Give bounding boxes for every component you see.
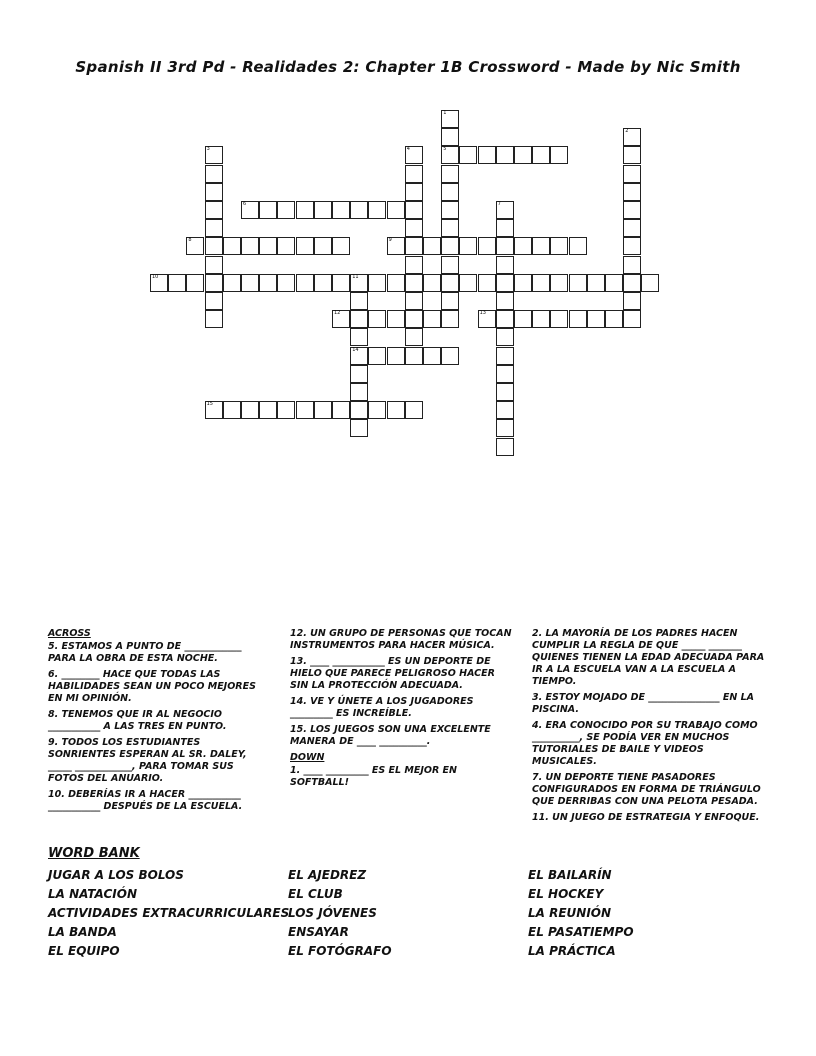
- word-bank-item: EL PASATIEMPO: [528, 925, 634, 939]
- crossword-cell[interactable]: [496, 310, 514, 328]
- crossword-cell[interactable]: [623, 128, 641, 146]
- word-bank-column-1: [48, 866, 289, 961]
- clue-label: 2.: [532, 628, 546, 639]
- crossword-cell[interactable]: [496, 365, 514, 383]
- crossword-cell[interactable]: [532, 146, 550, 164]
- crossword-cell[interactable]: [405, 237, 423, 255]
- crossword-cell[interactable]: [623, 165, 641, 183]
- crossword-cell[interactable]: [550, 274, 568, 292]
- clue-number: 14: [352, 346, 359, 353]
- crossword-cell[interactable]: [296, 274, 314, 292]
- word-bank-item: LA BANDA: [48, 925, 117, 939]
- clue: [532, 628, 768, 688]
- clue-text: TENEMOS QUE IR AL NEGOCIO ___________ A LAS TRES EN PUNTO.: [48, 709, 227, 732]
- crossword-cell[interactable]: [277, 401, 295, 419]
- crossword-cell[interactable]: [496, 419, 514, 437]
- crossword-cell[interactable]: [332, 201, 350, 219]
- clue-number: 10: [152, 273, 159, 280]
- crossword-cell[interactable]: [496, 274, 514, 292]
- crossword-cell[interactable]: [569, 237, 587, 255]
- clue-label: 5.: [48, 641, 62, 652]
- crossword-cell[interactable]: [387, 274, 405, 292]
- crossword-cell[interactable]: [441, 310, 459, 328]
- clue: [48, 709, 270, 733]
- crossword-cell[interactable]: [623, 237, 641, 255]
- crossword-cell[interactable]: [350, 201, 368, 219]
- crossword-cell[interactable]: [423, 347, 441, 365]
- crossword-cell[interactable]: [350, 328, 368, 346]
- clue-number: 1: [443, 110, 447, 116]
- crossword-cell[interactable]: [514, 237, 532, 255]
- crossword-cell[interactable]: [496, 347, 514, 365]
- crossword-cell[interactable]: [496, 146, 514, 164]
- crossword-cell[interactable]: [241, 237, 259, 255]
- crossword-cell[interactable]: [623, 292, 641, 310]
- crossword-cell[interactable]: [205, 183, 223, 201]
- crossword-cell[interactable]: [405, 347, 423, 365]
- clue-number: 5: [443, 146, 447, 153]
- crossword-cell[interactable]: [496, 328, 514, 346]
- word-bank-item: EL EQUIPO: [48, 944, 120, 958]
- word-bank-item: EL AJEDREZ: [288, 868, 367, 882]
- crossword-cell[interactable]: [623, 146, 641, 164]
- crossword-cell[interactable]: [405, 256, 423, 274]
- crossword-cell[interactable]: [459, 146, 477, 164]
- clue-label: 6.: [48, 669, 62, 680]
- crossword-cell[interactable]: [623, 201, 641, 219]
- crossword-cell[interactable]: [441, 165, 459, 183]
- crossword-cell[interactable]: [277, 201, 295, 219]
- crossword-cell[interactable]: [205, 146, 223, 164]
- clue: [532, 812, 768, 824]
- clue: [48, 641, 270, 665]
- crossword-cell[interactable]: [314, 274, 332, 292]
- page-title: Spanish II 3rd Pd - Realidades 2: Chapter 1B Crossword - Made by Nic Smith: [75, 58, 741, 76]
- crossword-cell[interactable]: [514, 310, 532, 328]
- word-bank-column-3: [528, 866, 634, 961]
- clue-number: 2: [625, 128, 629, 135]
- crossword-cell[interactable]: [405, 219, 423, 237]
- clue-number: 3: [206, 146, 210, 153]
- crossword-cell[interactable]: [205, 274, 223, 292]
- crossword-cell[interactable]: [350, 383, 368, 401]
- clue-text: ESTAMOS A PUNTO DE ____________ PARA LA OBRA DE ESTA NOCHE.: [48, 641, 242, 664]
- clue-text: ________ HACE QUE TODAS LAS HABILIDADES SEAN UN POCO MEJORES EN MI OPINIÓN.: [48, 669, 256, 704]
- crossword-cell[interactable]: [223, 274, 241, 292]
- clue-number: 7: [497, 201, 501, 207]
- crossword-cell[interactable]: [368, 401, 386, 419]
- clue-text: UN GRUPO DE PERSONAS QUE TOCAN INSTRUMENTOS PARA HACER MÚSICA.: [290, 628, 512, 651]
- clue-label: 4.: [532, 720, 546, 731]
- crossword-cell[interactable]: [405, 146, 423, 164]
- crossword-cell[interactable]: [186, 274, 204, 292]
- crossword-cell[interactable]: [496, 401, 514, 419]
- crossword-cell[interactable]: [314, 201, 332, 219]
- clue-text: UN JUEGO DE ESTRATEGIA Y ENFOQUE.: [552, 812, 760, 823]
- crossword-cell[interactable]: [387, 401, 405, 419]
- crossword-cell[interactable]: [569, 274, 587, 292]
- word-bank-item: EL BAILARÍN: [528, 868, 612, 882]
- crossword-cell[interactable]: [423, 310, 441, 328]
- clue: [532, 772, 768, 808]
- crossword-cell[interactable]: [241, 274, 259, 292]
- clue-label: 14.: [290, 696, 311, 707]
- crossword-cell[interactable]: [459, 274, 477, 292]
- crossword-cell[interactable]: [587, 310, 605, 328]
- crossword-cell[interactable]: [205, 219, 223, 237]
- crossword-cell[interactable]: [478, 274, 496, 292]
- crossword-cell[interactable]: [405, 328, 423, 346]
- crossword-cell[interactable]: [277, 237, 295, 255]
- crossword-cell[interactable]: [441, 201, 459, 219]
- across-heading: ACROSS: [48, 628, 91, 639]
- crossword-cell[interactable]: [623, 310, 641, 328]
- clue-text: UN DEPORTE TIENE PASADORES CONFIGURADOS EN FORMA DE TRIÁNGULO QUE DERRIBAS CON UNA PELOTA PESADA.: [532, 772, 761, 807]
- crossword-cell[interactable]: [314, 401, 332, 419]
- crossword-cell[interactable]: [532, 274, 550, 292]
- crossword-cell[interactable]: [314, 237, 332, 255]
- crossword-cell[interactable]: [423, 237, 441, 255]
- word-bank-item: LA REUNIÓN: [528, 906, 612, 920]
- clue-number: 15: [206, 401, 213, 408]
- crossword-cell[interactable]: [296, 401, 314, 419]
- crossword-cell[interactable]: [623, 256, 641, 274]
- crossword-cell[interactable]: [205, 292, 223, 310]
- crossword-cell[interactable]: [441, 256, 459, 274]
- clue-number: 9: [388, 237, 392, 244]
- clue: [532, 720, 768, 768]
- crossword-cell[interactable]: [496, 292, 514, 310]
- clue-number: 11: [352, 273, 359, 280]
- clues-column-3: [532, 628, 768, 828]
- word-bank-item: EL FOTÓGRAFO: [288, 944, 392, 958]
- clue-text: ERA CONOCIDO POR SU TRABAJO COMO __________, SE PODÍA VER EN MUCHOS TUTORIALES DE BAILE Y VIDEOS MUSICALES.: [532, 720, 758, 767]
- crossword-cell[interactable]: [478, 146, 496, 164]
- clue-text: ____ _________ ES EL MEJOR EN SOFTBALL!: [290, 765, 458, 788]
- crossword-cell[interactable]: [478, 310, 496, 328]
- crossword-cell[interactable]: [441, 219, 459, 237]
- clue: [290, 656, 512, 692]
- clue-text: ESTOY MOJADO DE _______________ EN LA PISCINA.: [532, 692, 754, 715]
- crossword-cell[interactable]: [350, 310, 368, 328]
- clue-text: TODOS LOS ESTUDIANTES SONRIENTES ESPERAN AL SR. DALEY, _____ ____________, PARA TOMAR SUS FOTOS DEL ANUARIO.: [48, 737, 247, 784]
- crossword-cell[interactable]: [332, 237, 350, 255]
- clue-number: 13: [479, 310, 486, 317]
- crossword-cell[interactable]: [405, 165, 423, 183]
- crossword-cell[interactable]: [496, 201, 514, 219]
- crossword-cell[interactable]: [387, 310, 405, 328]
- crossword-cell[interactable]: [387, 201, 405, 219]
- crossword-cell[interactable]: [205, 237, 223, 255]
- crossword-cell[interactable]: [405, 274, 423, 292]
- clue-label: 10.: [48, 789, 69, 800]
- clue-label: 1.: [290, 765, 304, 776]
- crossword-cell[interactable]: [405, 310, 423, 328]
- crossword-cell[interactable]: [496, 256, 514, 274]
- crossword-cell[interactable]: [405, 201, 423, 219]
- crossword-cell[interactable]: [205, 401, 223, 419]
- crossword-cell[interactable]: [441, 146, 459, 164]
- clue-label: 15.: [290, 724, 311, 735]
- word-bank-item: LA NATACIÓN: [48, 887, 137, 901]
- crossword-cell[interactable]: [168, 274, 186, 292]
- word-bank-item: LA PRÁCTICA: [528, 944, 616, 958]
- crossword-cell[interactable]: [441, 292, 459, 310]
- crossword-cell[interactable]: [496, 383, 514, 401]
- clue: [532, 692, 768, 716]
- crossword-cell[interactable]: [423, 274, 441, 292]
- crossword-cell[interactable]: [441, 183, 459, 201]
- crossword-cell[interactable]: [241, 401, 259, 419]
- word-bank-item: ENSAYAR: [288, 925, 349, 939]
- word-bank-item: ACTIVIDADES EXTRACURRICULARES: [48, 906, 290, 920]
- clue: [290, 696, 512, 720]
- crossword-cell[interactable]: [350, 365, 368, 383]
- clue-number: 8: [188, 237, 192, 244]
- clue: [290, 724, 512, 748]
- crossword-cell[interactable]: [259, 201, 277, 219]
- crossword-cell[interactable]: [368, 274, 386, 292]
- crossword-cell[interactable]: [150, 274, 168, 292]
- crossword-cell[interactable]: [186, 237, 204, 255]
- clue-text: VE Y ÚNETE A LOS JUGADORES _________ ES INCREÍBLE.: [290, 696, 474, 719]
- word-bank-item: JUGAR A LOS BOLOS: [48, 868, 184, 882]
- crossword-cell[interactable]: [514, 146, 532, 164]
- crossword-cell[interactable]: [405, 183, 423, 201]
- crossword-cell[interactable]: [532, 237, 550, 255]
- crossword-cell[interactable]: [441, 110, 459, 128]
- crossword-cell[interactable]: [459, 237, 477, 255]
- crossword-grid: [0, 0, 816, 470]
- crossword-cell[interactable]: [350, 292, 368, 310]
- crossword-cell[interactable]: [368, 347, 386, 365]
- clue: [48, 789, 270, 813]
- crossword-cell[interactable]: [368, 201, 386, 219]
- crossword-cell[interactable]: [296, 201, 314, 219]
- crossword-cell[interactable]: [259, 401, 277, 419]
- clue-label: 12.: [290, 628, 311, 639]
- clue-text: LA MAYORÍA DE LOS PADRES HACEN CUMPLIR LA REGLA DE QUE _____ _______ QUIENES TIENEN LA EDAD ADECUADA PARA IR A LA ESCUELA VAN A LA ESCUELA A TIEMPO.: [532, 628, 765, 687]
- clue-number: 4: [406, 146, 410, 153]
- crossword-cell[interactable]: [332, 274, 350, 292]
- crossword-cell[interactable]: [605, 310, 623, 328]
- word-bank-item: EL CLUB: [288, 887, 343, 901]
- clue-text: ____ ___________ ES UN DEPORTE DE HIELO QUE PARECE PELIGROSO HACER SIN LA PROTECCIÓN ADECUADA.: [290, 656, 495, 691]
- crossword-cell[interactable]: [259, 274, 277, 292]
- crossword-cell[interactable]: [350, 419, 368, 437]
- crossword-cell[interactable]: [205, 256, 223, 274]
- clue-label: 9.: [48, 737, 62, 748]
- crossword-cell[interactable]: [387, 237, 405, 255]
- crossword-cell[interactable]: [623, 219, 641, 237]
- crossword-cell[interactable]: [441, 347, 459, 365]
- clues-column-1: [48, 628, 270, 817]
- word-bank-title: WORD BANK: [48, 846, 140, 861]
- crossword-cell[interactable]: [623, 183, 641, 201]
- crossword-cell[interactable]: [277, 274, 295, 292]
- crossword-cell[interactable]: [587, 274, 605, 292]
- crossword-cell[interactable]: [350, 347, 368, 365]
- crossword-cell[interactable]: [350, 401, 368, 419]
- crossword-cell[interactable]: [332, 310, 350, 328]
- clue: [290, 765, 512, 789]
- crossword-cell[interactable]: [259, 237, 277, 255]
- crossword-cell[interactable]: [332, 401, 350, 419]
- clue-label: 13.: [290, 656, 311, 667]
- crossword-cell[interactable]: [350, 274, 368, 292]
- crossword-cell[interactable]: [550, 237, 568, 255]
- crossword-cell[interactable]: [478, 237, 496, 255]
- clue-text: LOS JUEGOS SON UNA EXCELENTE MANERA DE ____ __________.: [290, 724, 491, 747]
- clues-column-2: [290, 628, 512, 793]
- clue-label: 8.: [48, 709, 62, 720]
- word-bank-item: EL HOCKEY: [528, 887, 604, 901]
- crossword-cell[interactable]: [405, 401, 423, 419]
- crossword-cell[interactable]: [368, 310, 386, 328]
- crossword-cell[interactable]: [296, 237, 314, 255]
- clue-number: 12: [334, 310, 341, 317]
- clue: [48, 737, 270, 785]
- crossword-cell[interactable]: [441, 128, 459, 146]
- clue-text: DEBERÍAS IR A HACER ___________ ___________ DESPUÉS DE LA ESCUELA.: [48, 789, 243, 812]
- clue-label: 11.: [532, 812, 553, 823]
- crossword-cell[interactable]: [496, 237, 514, 255]
- crossword-cell[interactable]: [241, 201, 259, 219]
- clue-label: 7.: [532, 772, 546, 783]
- word-bank-item: LOS JÓVENES: [288, 906, 377, 920]
- crossword-cell[interactable]: [605, 274, 623, 292]
- crossword-cell[interactable]: [569, 310, 587, 328]
- crossword-cell[interactable]: [405, 292, 423, 310]
- crossword-cell[interactable]: [387, 347, 405, 365]
- crossword-cell[interactable]: [623, 274, 641, 292]
- crossword-cell[interactable]: [496, 219, 514, 237]
- crossword-cell[interactable]: [441, 274, 459, 292]
- clue: [48, 669, 270, 705]
- crossword-cell[interactable]: [205, 165, 223, 183]
- crossword-cell[interactable]: [205, 201, 223, 219]
- crossword-cell[interactable]: [496, 438, 514, 456]
- crossword-cell[interactable]: [223, 401, 241, 419]
- crossword-cell[interactable]: [550, 310, 568, 328]
- clue: [290, 628, 512, 652]
- crossword-cell[interactable]: [532, 310, 550, 328]
- word-bank-column-2: [288, 866, 392, 961]
- crossword-cell[interactable]: [641, 274, 659, 292]
- clue-label: 3.: [532, 692, 546, 703]
- crossword-cell[interactable]: [514, 274, 532, 292]
- crossword-cell[interactable]: [205, 310, 223, 328]
- crossword-cell[interactable]: [441, 237, 459, 255]
- clue-number: 6: [243, 201, 247, 207]
- crossword-cell[interactable]: [550, 146, 568, 164]
- down-heading: DOWN: [290, 752, 325, 763]
- crossword-cell[interactable]: [223, 237, 241, 255]
